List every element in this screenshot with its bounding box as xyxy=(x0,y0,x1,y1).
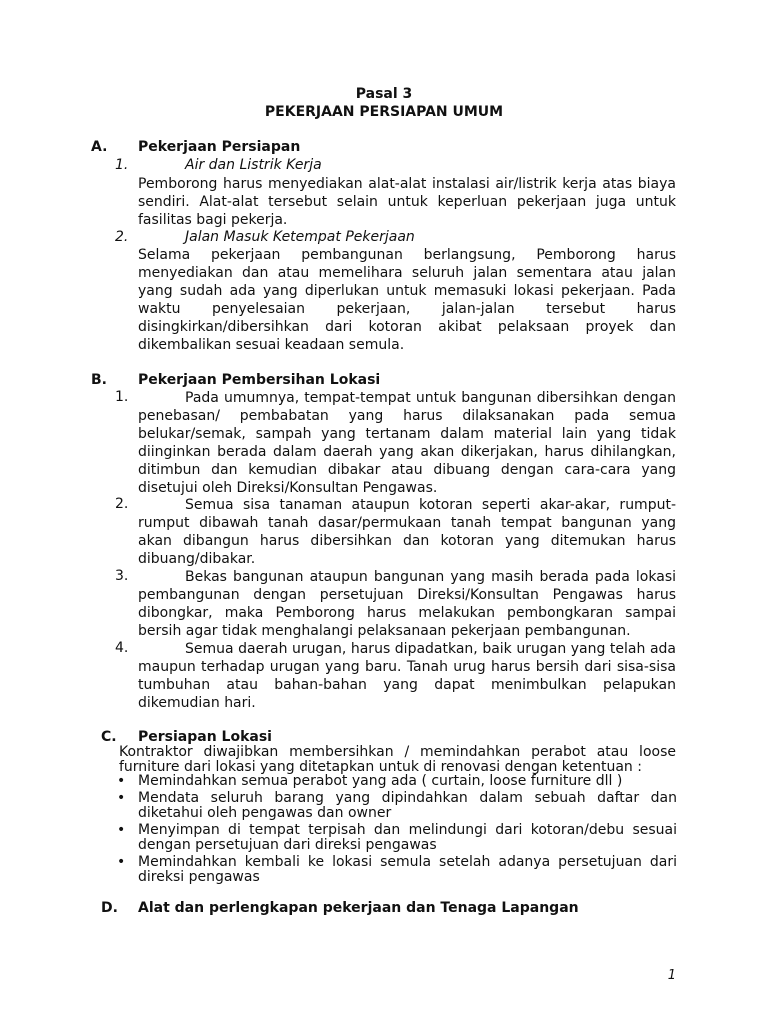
section-a-title: Pekerjaan Persiapan xyxy=(138,139,301,155)
section-a-item-1-number: 1. xyxy=(115,157,129,173)
section-a-item-2-number: 2. xyxy=(115,229,129,245)
section-b-item-3-number: 3. xyxy=(115,568,129,584)
section-a-item-2-subtitle: Jalan Masuk Ketempat Pekerjaan xyxy=(185,229,415,245)
section-b-item-4-text: Semua daerah urugan, harus dipadatkan, baik urugan yang telah ada maupun terhadap urugan yang baru. Tanah urug harus bersih dari sisa-sisa tumbuhan atau bahan-bahan yang dapat menimbulkan pelapukan dikemudian hari. xyxy=(138,641,676,711)
bullet-text: Memindahkan semua perabot yang ada ( curtain, loose furniture dll ) xyxy=(138,773,623,789)
page-number: 1 xyxy=(667,968,676,983)
bullet-text: Mendata seluruh barang yang dipindahkan dalam sebuah daftar dan diketahui oleh pengawas dan owner xyxy=(138,790,677,821)
article-title: PEKERJAAN PERSIAPAN UMUM xyxy=(264,104,504,120)
section-b-item-4-number: 4. xyxy=(115,640,129,656)
bullet-text: Memindahkan kembali ke lokasi semula setelah adanya persetujuan dari direksi pengawas xyxy=(138,854,677,885)
bullet-icon: • xyxy=(117,773,126,789)
section-c-intro: Kontraktor diwajibkan membersihkan / memindahkan perabot atau loose furniture dari lokasi yang ditetapkan untuk di renovasi dengan ketentuan : xyxy=(119,744,676,775)
section-a-item-2-text: Selama pekerjaan pembangunan berlangsung, Pemborong harus menyediakan dan atau memelihara seluruh jalan sementara atau jalan yang sudah ada yang diperlukan untuk memasuki lokasi pekerjaan. Pada waktu penyelesaian pekerjaan, jalan-jalan tersebut harus disingkirkan/dibersihkan dari kotoran akibat pelaksaan proyek dan dikembalikan sesuai keadaan semula. xyxy=(138,247,676,353)
section-b-item-2-text: Semua sisa tanaman ataupun kotoran seperti akar-akar, rumput-rumput dibawah tanah dasar/permukaan tanah tempat bangunan yang akan dibangun harus dibersihkan dan kotoran yang ditemukan harus dibuang/dibakar. xyxy=(138,497,676,567)
list-item xyxy=(115,823,677,853)
list-item xyxy=(115,855,677,885)
section-b-title: Pekerjaan Pembersihan Lokasi xyxy=(138,372,381,388)
bullet-icon: • xyxy=(117,854,126,870)
section-b-letter: B. xyxy=(91,372,107,388)
bullet-icon: • xyxy=(117,822,126,838)
section-b-item-2-number: 2. xyxy=(115,496,129,512)
bullet-icon: • xyxy=(117,790,126,806)
section-b-item-1-number: 1. xyxy=(115,389,129,405)
section-a-item-1-subtitle: Air dan Listrik Kerja xyxy=(185,157,322,173)
list-item xyxy=(115,791,677,821)
section-c-letter: C. xyxy=(101,729,117,745)
bullet-text: Menyimpan di tempat terpisah dan melindungi dari kotoran/debu sesuai dengan persetujuan dari direksi pengawas xyxy=(138,822,677,853)
section-b-item-3-text: Bekas bangunan ataupun bangunan yang masih berada pada lokasi pembangunan dengan persetujuan Direksi/Konsultan Pengawas harus dibongkar, maka Pemborong harus melakukan pembongkaran sampai bersih agar tidak menghalangi pelaksanaan pekerjaan pembangunan. xyxy=(138,569,676,639)
section-c-title: Persiapan Lokasi xyxy=(138,729,272,745)
section-d-letter: D. xyxy=(101,900,118,916)
section-a-letter: A. xyxy=(91,139,108,155)
section-b-item-1-text: Pada umumnya, tempat-tempat untuk bangunan dibersihkan dengan penebasan/ pembabatan yang harus dilaksanakan pada semua belukar/semak, sampah yang tertanam dalam material lain yang tidak diinginkan berada dalam daerah yang akan dikerjakan, harus dihilangkan, ditimbun dan kemudian dibakar atau dibuang dengan cara-cara yang disetujui oleh Direksi/Konsultan Pengawas. xyxy=(138,390,676,496)
section-a-item-1-text: Pemborong harus menyediakan alat-alat instalasi air/listrik kerja atas biaya sendiri. Alat-alat tersebut selain untuk keperluan pekerjaan juga untuk fasilitas bagi pekerja. xyxy=(138,176,676,228)
list-item xyxy=(115,774,677,789)
section-c-bullet-list xyxy=(115,774,677,887)
section-d-title: Alat dan perlengkapan pekerjaan dan Tenaga Lapangan xyxy=(138,900,579,916)
article-number: Pasal 3 xyxy=(355,86,413,102)
